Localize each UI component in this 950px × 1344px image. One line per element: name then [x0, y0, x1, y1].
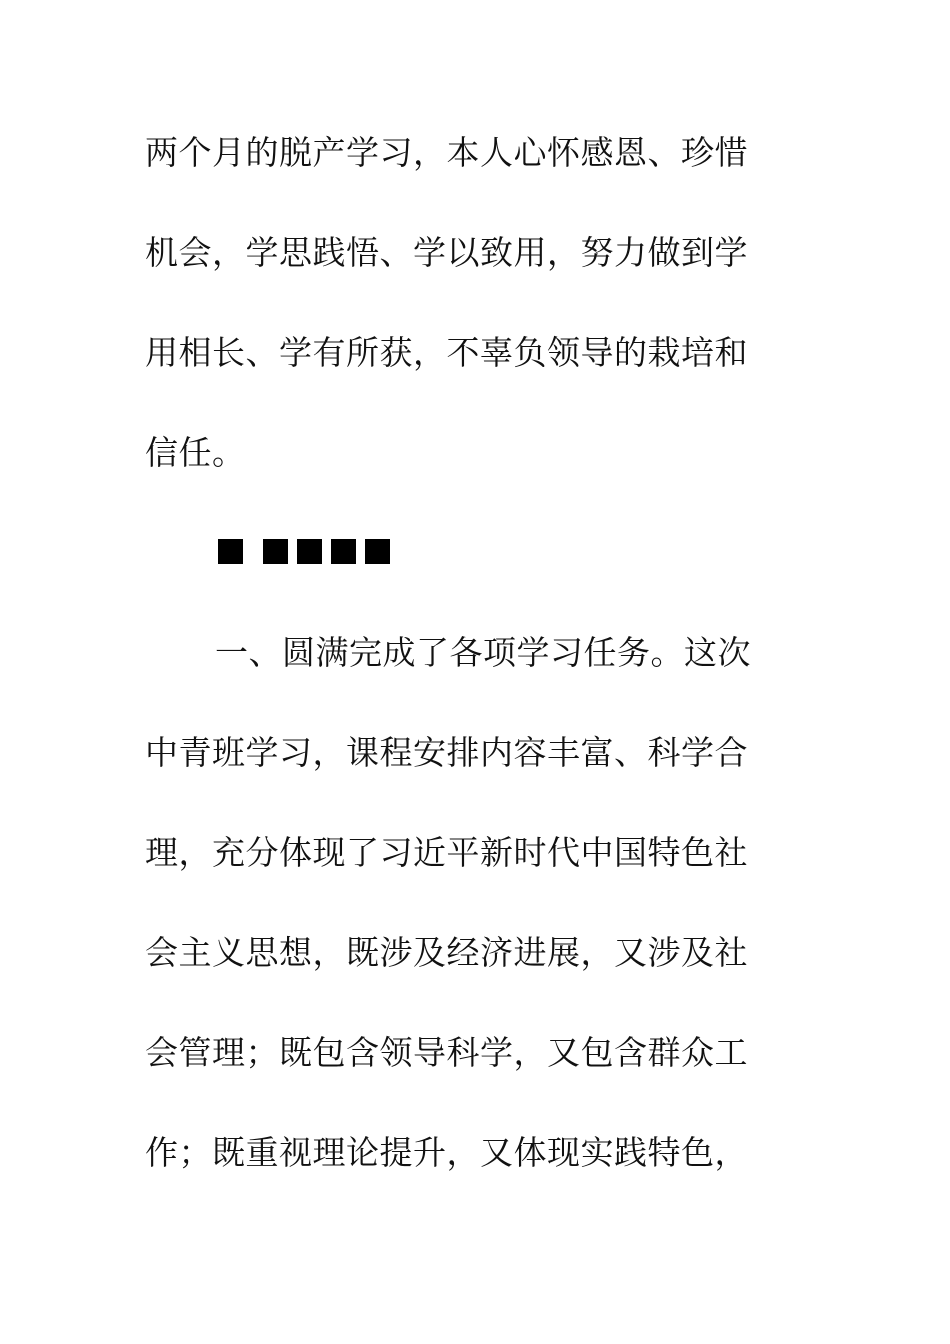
redacted-glyph-block [331, 539, 356, 564]
redacted-glyph-block [218, 539, 243, 564]
paragraph-line: 信任。 [145, 433, 246, 472]
paragraph-line: 中青班学习，课程安排内容丰富、科学合 [145, 733, 748, 772]
section-heading-placeholder [218, 533, 399, 569]
paragraph-line: 机会，学思践悟、学以致用，努力做到学 [145, 233, 748, 272]
paragraph-line: 会管理；既包含领导科学，又包含群众工 [145, 1033, 748, 1072]
paragraph-line: 理，充分体现了习近平新时代中国特色社 [145, 833, 748, 872]
redacted-glyph-block [365, 539, 390, 564]
paragraph-line: 用相长、学有所获，不辜负领导的栽培和 [145, 333, 748, 372]
paragraph-line: 作；既重视理论提升，又体现实践特色， [145, 1133, 748, 1172]
redacted-glyph-block [263, 539, 288, 564]
paragraph-line: 会主义思想，既涉及经济进展，又涉及社 [145, 933, 748, 972]
paragraph-line: 两个月的脱产学习，本人心怀感恩、珍惜 [145, 133, 748, 172]
paragraph-line: 一、圆满完成了各项学习任务。这次 [215, 633, 751, 672]
redacted-glyph-block [297, 539, 322, 564]
